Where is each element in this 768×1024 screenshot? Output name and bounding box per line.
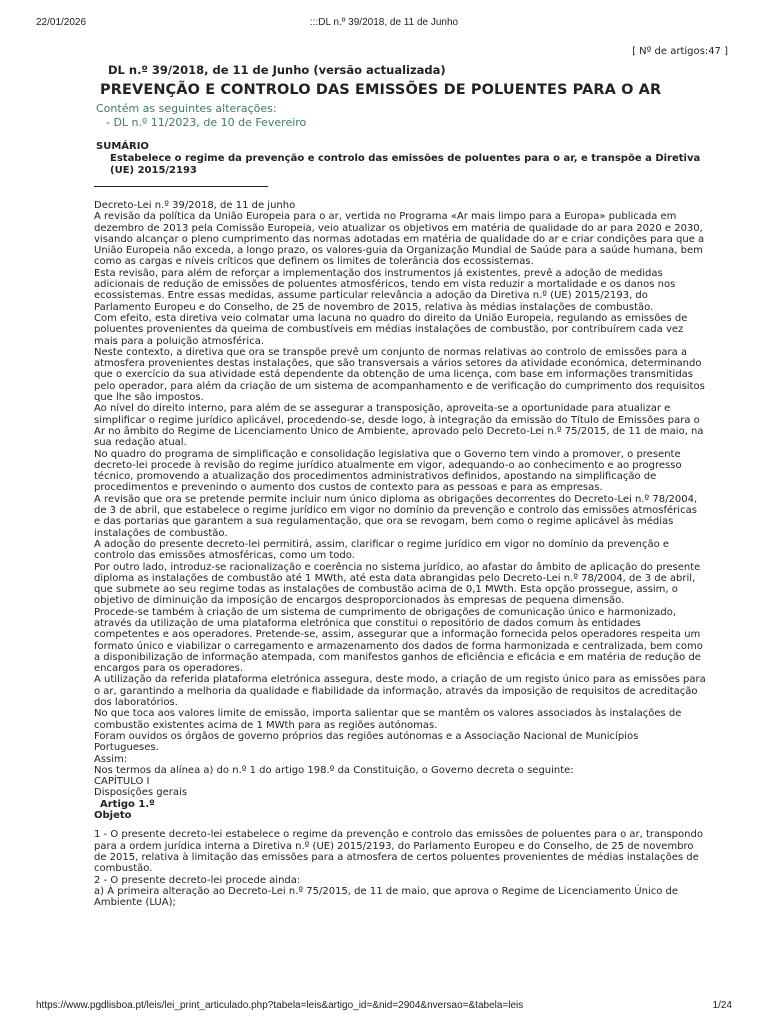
spacer <box>94 821 706 829</box>
print-url: https://www.pgdlisboa.pt/leis/lei_print_articulado.php?tabela=leis&artigo_id=&nid=2904&nversao=&tabela=leis <box>36 1000 524 1011</box>
preamble-paragraph: Ao nível do direito interno, para além de se assegurar a transposição, aproveita-se a oportunidade para atualizar e simplificar o regime jurídico aplicável, procedendo-se, desde logo, à integração da emissão do Título de Emissões para o Ar no âmbito do Regime de Licenciamento Único de Ambiente, aprovado pelo Decreto-Lei n.º 75/2015, de 11 de maio, na sua redação atual. <box>94 403 704 449</box>
document <box>94 46 728 909</box>
print-date: 22/01/2026 <box>36 17 87 28</box>
preamble-paragraph: No que toca aos valores limite de emissão, importa salientar que se mantêm os valores associados às instalações de combustão existentes acima de 1 MWth para as regiões autónomas. <box>94 708 682 731</box>
preamble-paragraph: A adoção do presente decreto-lei permitirá, assim, clarificar o regime jurídico em vigor no domínio da prevenção e controlo das emissões atmosféricas, como um todo. <box>94 538 670 562</box>
changes-block <box>96 102 706 130</box>
article-paragraph: a) À primeira alteração ao Decreto-Lei n.º 75/2015, de 11 de maio, que aprova o Regime de Licenciamento Único de Ambiente (LUA); <box>94 885 679 909</box>
summary-block <box>96 141 706 177</box>
preamble-paragraph: Com efeito, esta diretiva veio colmatar uma lacuna no quadro do direito da União Europeia, regulando as emissões de poluentes provenientes da queima de combustíveis em médias instalações de combustão, por contribuírem cada vez mais para a poluição atmosférica. <box>94 312 688 347</box>
article-paragraph: 1 - O presente decreto-lei estabelece o regime da prevenção e controlo das emissões de poluentes para o ar, transpondo para a ordem jurídica interna a Diretiva n.º (UE) 2015/2193, do Parlamento Europeu e do Conselho, de 25 de novembro de 2015, relativa à limitação das emissões para a atmosfera de certos poluentes provenientes de médias instalações de combustão. <box>94 829 703 875</box>
article-count: [ Nº de artigos:47 ] <box>632 46 728 57</box>
decree-title: DL n.º 39/2018, de 11 de Junho (versão actualizada) <box>108 63 446 77</box>
changes-label: Contém as seguintes alterações: <box>96 102 277 115</box>
preamble-paragraph: Procede-se também à criação de um sistema de cumprimento de obrigações de comunicação único e harmonizado, através da utilização de uma plataforma eletrónica que constitui o repositório de dados comum às entidades competentes e aos operadores. Pretende-se, assim, assegurar que a informação fornecida pelos operadores respeita um formato único e viabilizar o carregamento e armazenamento dos dados de forma harmonizada e centralizada, bem como a disponibilização de informação atempada, com manifestos ganhos de eficiência e eficácia e em matéria de redução de encargos para os operadores. <box>94 606 703 675</box>
print-footer <box>36 1000 732 1014</box>
chapter-heading: CAPÍTULO I <box>94 776 150 788</box>
preamble-paragraph: Esta revisão, para além de reforçar a implementação dos instrumentos já existentes, prevê a adoção de medidas adicionais de redução de emissões de poluentes atmosféricos, tendo em vista reduzir a mortalidade e os danos nos ecossistemas. Entre essas medidas, assume particular relevância a adoção da Diretiva n.º (UE) 2015/2193, do Parlamento Europeu e do Conselho, de 25 de novembro de 2015, relativa às médias instalações de combustão. <box>94 267 676 313</box>
chapter-title: Disposições gerais <box>94 787 188 799</box>
preamble-paragraph: A revisão da política da União Europeia para o ar, vertida no Programa «Ar mais limpo para a Europa» publicada em dezembro de 2013 pela Comissão Europeia, veio atualizar os objetivos em matéria de qualidade do ar para 2020 e 2030, visando alcançar o pleno cumprimento das normas adotadas em matéria de qualidade do ar e criar condições para que a União Europeia não exceda, a longo prazo, os valores-guia da Organização Mundial de Saúde para a saúde humana, bem como as cargas e níveis críticos que definem os limites de tolerância dos ecossistemas. <box>94 211 705 268</box>
print-title: :::DL n.º 39/2018, de 11 de Junho <box>309 17 459 28</box>
print-header <box>36 17 732 31</box>
article-title: Objeto <box>94 810 132 822</box>
change-link[interactable]: - DL n.º 11/2023, de 10 de Fevereiro <box>106 116 307 129</box>
preamble-paragraph: Neste contexto, a diretiva que ora se transpõe prevê um conjunto de normas relativas ao controlo de emissões para a atmosfera provenientes destas instalações, que são transversais a vários setores da atividade económica, determinando que o exercício da sua atividade está dependente da obtenção de uma licença, com base em informações transmitidas pelo operador, para além da criação de um sistema de acompanhamento e de verificação do cumprimento dos requisitos que lhe são impostos. <box>94 346 705 404</box>
preamble-paragraph: No quadro do programa de simplificação e consolidação legislativa que o Governo tem vindo a promover, o presente decreto-lei procede à revisão do regime jurídico atualmente em vigor, adequando-o ao conhecimento e ao progresso técnico, promovendo a atualização dos procedimentos administrativos definidos, apostando na simplificação de procedimentos e prevenindo o aumento dos custos de contexto para as pessoas e para as empresas. <box>94 448 682 494</box>
preamble-paragraph: Por outro lado, introduz-se racionalização e coerência no sistema jurídico, ao afastar do âmbito de aplicação do presente diploma as instalações de combustão até 1 MWth, até esta data abrangidas pelo Decreto-Lei n.º 78/2004, de 3 de abril, que submete ao seu regime todas as instalações de combustão acima de 0,1 MWth. Esta opção prossegue, assim, o objetivo de diminuição da imposição de encargos desproporcionados às empresas de pequena dimensão. <box>94 561 701 607</box>
summary-text: Estabelece o regime da prevenção e controlo das emissões de poluentes para o ar, e transpõe a Diretiva (UE) 2015/2193 <box>110 153 701 176</box>
page-number: 1/24 <box>712 1000 732 1011</box>
preamble-paragraph: Assim: <box>94 753 128 765</box>
divider <box>94 186 268 187</box>
preamble-paragraph: A utilização da referida plataforma eletrónica assegura, deste modo, a criação de um registo único para as emissões para o ar, garantindo a melhoria da qualidade e fiabilidade da informação, através da imposição de requisitos de acreditação dos laboratórios. <box>94 674 706 709</box>
decree-heading: Decreto-Lei n.º 39/2018, de 11 de junho <box>94 200 296 211</box>
article-heading: Artigo 1.º <box>100 798 155 810</box>
preamble-paragraph: Foram ouvidos os órgãos de governo próprios das regiões autónomas e a Associação Nacional de Municípios Portugueses. <box>94 730 639 754</box>
preamble-paragraph: A revisão que ora se pretende permite incluir num único diploma as obrigações decorrentes do Decreto-Lei n.º 78/2004, de 3 de abril, que estabelece o regime jurídico em vigor no domínio da prevenção e controlo das emissões atmosféricas e das portarias que garantem a sua regulamentação, que ora se revogam, bem como o regime aplicável às médias instalações de combustão. <box>94 493 698 539</box>
preamble-paragraph: Nos termos da alínea a) do n.º 1 do artigo 198.º da Constituição, o Governo decreta o seguinte: <box>94 764 574 776</box>
document-body <box>94 200 706 908</box>
article-paragraph: 2 - O presente decreto-lei procede ainda: <box>94 874 301 886</box>
summary-label: SUMÁRIO <box>96 141 149 152</box>
page-title: PREVENÇÃO E CONTROLO DAS EMISSÕES DE POLUENTES PARA O AR <box>100 82 662 98</box>
